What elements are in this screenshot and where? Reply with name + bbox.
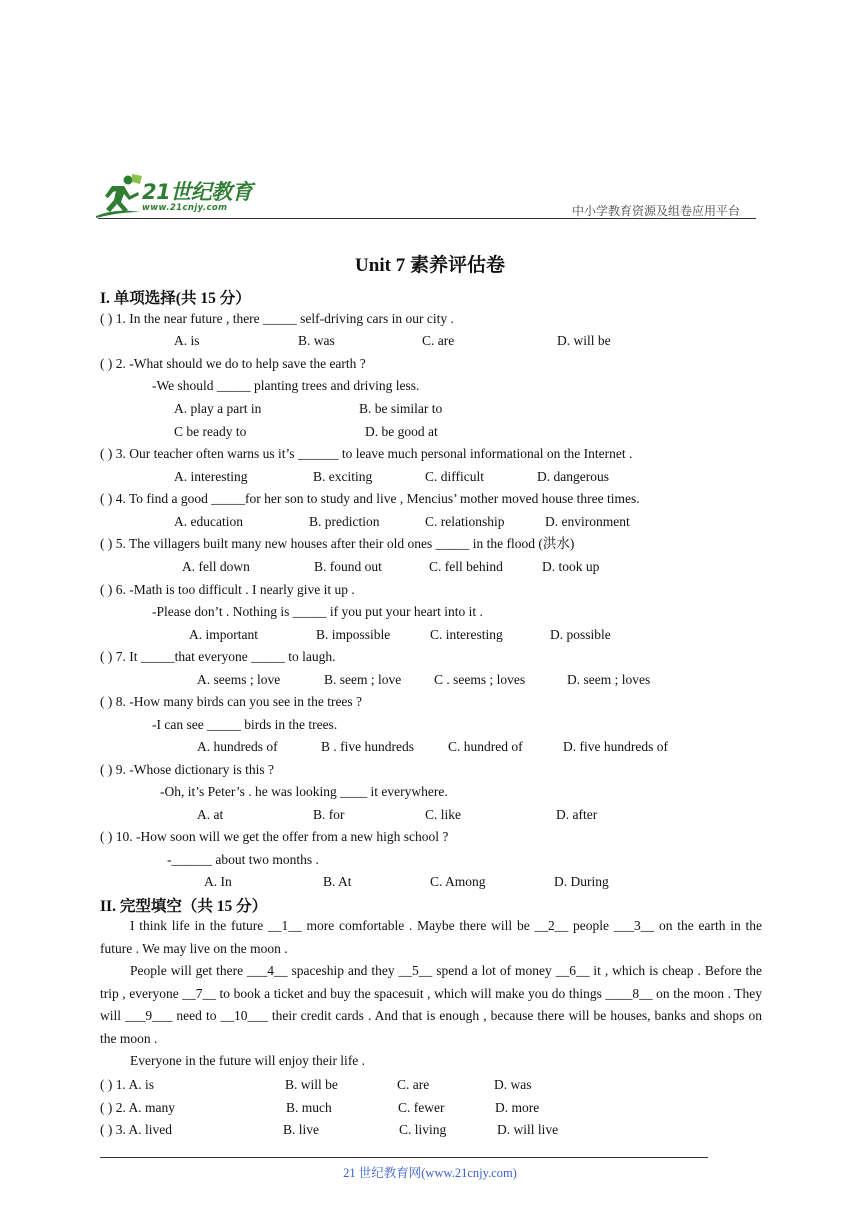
- question-stem: ( ) 2. -What should we do to help save the earth ?: [100, 356, 366, 371]
- option-c: C. difficult: [425, 469, 484, 484]
- option-c: C. like: [425, 807, 461, 822]
- option-b: B. be similar to: [359, 401, 443, 416]
- option-d: D. will be: [557, 333, 611, 348]
- cloze-paragraph-1: I think life in the future __1__ more comfortable . Maybe there will be __2__ people ___3__ on the earth in the future . We may live on the moon .: [100, 918, 762, 956]
- option-b: B. was: [298, 333, 335, 348]
- option-c: C. are: [422, 333, 455, 348]
- question-stem: ( ) 4. To find a good _____for her son to study and live , Mencius’ mother moved house three times.: [100, 491, 640, 506]
- option-a: A. important: [189, 627, 258, 642]
- option-c: C. relationship: [425, 514, 505, 529]
- footer-text: 21 世纪教育网(www.21cnjy.com): [343, 1166, 517, 1180]
- logo: [94, 172, 264, 220]
- option-c: C. fell behind: [429, 559, 503, 574]
- option-c: C be ready to: [174, 424, 247, 439]
- option-a: A. In: [204, 874, 232, 889]
- question-stem-2: -I can see _____ birds in the trees.: [152, 717, 338, 732]
- option-b: B. exciting: [313, 469, 373, 484]
- option-b: B. for: [313, 807, 345, 822]
- option-a: A. at: [197, 807, 224, 822]
- option-c: C. Among: [430, 874, 486, 889]
- option-d: D. dangerous: [537, 469, 609, 484]
- option-d: D. possible: [550, 627, 611, 642]
- option-c: C. living: [399, 1122, 447, 1137]
- option-c: C. are: [397, 1077, 430, 1092]
- option-a: A. fell down: [182, 559, 250, 574]
- option-d: D. five hundreds of: [563, 739, 668, 754]
- option-a: A. education: [174, 514, 243, 529]
- option-d: D. seem ; loves: [567, 672, 651, 687]
- platform-name: 中小学教育资源及组卷应用平台: [572, 204, 741, 218]
- question-stem: ( ) 3. Our teacher often warns us it’s ______ to leave much personal informational on the Internet .: [100, 446, 633, 461]
- option-b: B. live: [283, 1122, 319, 1137]
- option-d: D. environment: [545, 514, 630, 529]
- option-d: D. will live: [497, 1122, 559, 1137]
- question-stem: ( ) 5. The villagers built many new houses after their old ones _____ in the flood (洪水): [100, 536, 575, 551]
- runner-logo-icon: [94, 172, 146, 220]
- page-title: Unit 7 素养评估卷: [355, 255, 505, 276]
- option-b: B. seem ; love: [324, 672, 402, 687]
- section-heading-2: II. 完型填空（共 15 分）: [100, 898, 268, 915]
- option-c: C. interesting: [430, 627, 503, 642]
- cloze-question-stem: ( ) 3. A. lived: [100, 1122, 172, 1137]
- option-a: A. hundreds of: [197, 739, 278, 754]
- question-stem-2: -Oh, it’s Peter’s . he was looking ____ it everywhere.: [160, 784, 448, 799]
- cloze-paragraph-3: Everyone in the future will enjoy their life .: [130, 1053, 366, 1068]
- option-d: D. took up: [542, 559, 600, 574]
- option-a: A. interesting: [174, 469, 248, 484]
- option-d: D. after: [556, 807, 598, 822]
- question-stem: ( ) 10. -How soon will we get the offer from a new high school ?: [100, 829, 449, 844]
- option-b: B. impossible: [316, 627, 391, 642]
- question-stem-2: -Please don’t . Nothing is _____ if you put your heart into it .: [152, 604, 483, 619]
- option-d: D. was: [494, 1077, 532, 1092]
- question-stem-2: -______ about two months .: [167, 852, 319, 867]
- option-d: D. During: [554, 874, 609, 889]
- question-stem: ( ) 1. In the near future , there _____ self-driving cars in our city .: [100, 311, 454, 326]
- cloze-paragraph-2: People will get there ___4__ spaceship and they __5__ spend a lot of money __6__ it , which is cheap . Before the trip , everyone __7__ to book a ticket and buy the spacesuit , which will make you do things ____8__ on the moon . They will ___9___ need to __10___ their credit cards . And that is enough , because there will be houses, banks and shops on the moon .: [100, 963, 762, 1046]
- logo-url: www.21cnjy.com: [142, 203, 228, 213]
- cloze-question-stem: ( ) 1. A. is: [100, 1077, 154, 1092]
- question-stem: ( ) 8. -How many birds can you see in the trees ?: [100, 694, 363, 709]
- option-b: B. At: [323, 874, 352, 889]
- option-b: B. much: [286, 1100, 332, 1115]
- option-c: C. fewer: [398, 1100, 445, 1115]
- option-a: A. is: [174, 333, 200, 348]
- question-stem: ( ) 7. It _____that everyone _____ to laugh.: [100, 649, 336, 664]
- option-b: B. prediction: [309, 514, 380, 529]
- header-divider: [98, 218, 756, 219]
- question-stem: ( ) 9. -Whose dictionary is this ?: [100, 762, 274, 777]
- footer-divider: [100, 1157, 708, 1158]
- cloze-question-stem: ( ) 2. A. many: [100, 1100, 175, 1115]
- option-c: C . seems ; loves: [434, 672, 526, 687]
- option-b: B. found out: [314, 559, 382, 574]
- option-c: C. hundred of: [448, 739, 523, 754]
- question-stem: ( ) 6. -Math is too difficult . I nearly give it up .: [100, 582, 355, 597]
- option-d: D. be good at: [365, 424, 438, 439]
- question-stem-2: -We should _____ planting trees and driving less.: [152, 378, 420, 393]
- logo-text: 21世纪教育: [142, 180, 253, 204]
- section-heading-1: I. 单项选择(共 15 分）: [100, 290, 251, 307]
- option-a: A. seems ; love: [197, 672, 281, 687]
- option-d: D. more: [495, 1100, 540, 1115]
- option-b: B . five hundreds: [321, 739, 414, 754]
- option-b: B. will be: [285, 1077, 338, 1092]
- option-a: A. play a part in: [174, 401, 262, 416]
